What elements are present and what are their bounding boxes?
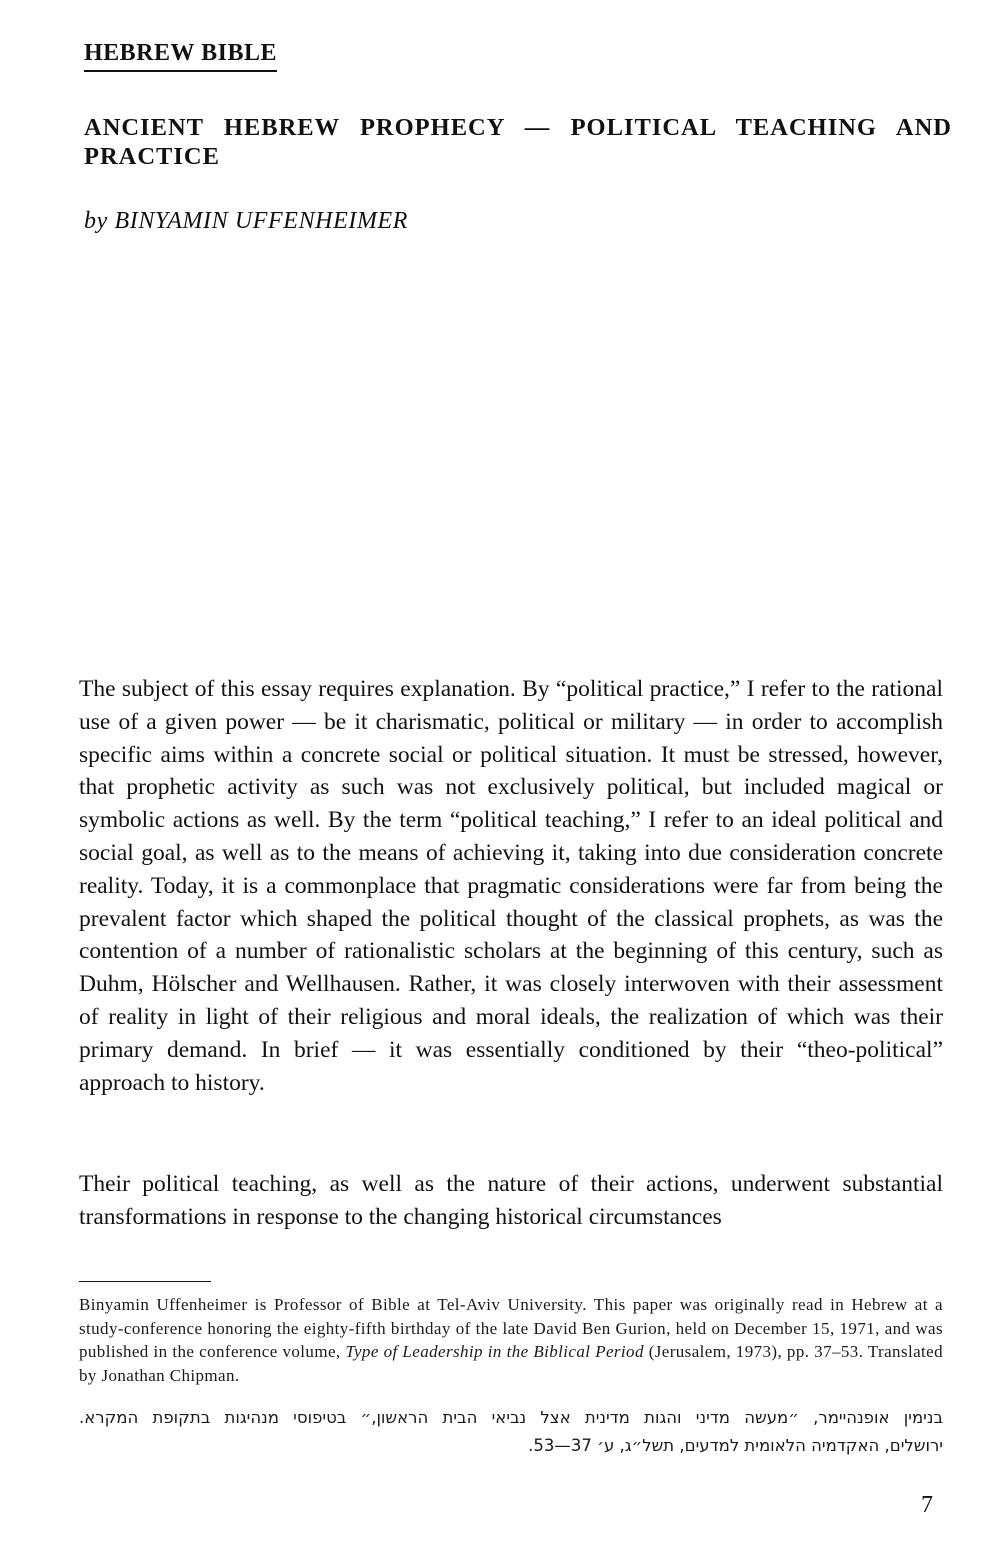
hebrew-citation-line-1: בנימין אופנהיימר, ״מעשה מדיני והגות מדינית אצל נביאי הבית הראשון,״ בטיפוסי מנהיגות בתקופת המקרא. — [79, 1408, 943, 1427]
author-name: BINYAMIN UFFENHEIMER — [114, 208, 409, 234]
section-label: HEBREW BIBLE — [84, 40, 277, 72]
footnote — [79, 1293, 943, 1387]
footnote-divider — [79, 1281, 211, 1282]
body-paragraph-1: The subject of this essay requires explanation. By “political practice,” I refer to the rational use of a given power — be it charismatic, political or military — in order to accomplish specific aims within a concrete social or political situation. It must be stressed, however, that prophetic activity as such was not exclusively political, but included magical or symbolic actions as well. By the term “political teaching,” I refer to an ideal political and social goal, as well as to the means of achieving it, taking into due consideration concrete reality. Today, it is a commonplace that pragmatic considerations were far from being the prevalent factor which shaped the political thought of the classical prophets, as was the contention of a number of rationalistic scholars at the beginning of this century, such as Duhm, Hölscher and Wellhausen. Rather, it was closely interwoven with their assessment of reality in light of their religious and moral ideals, the realization of which was their primary demand. In brief — it was essentially conditioned by their “theo-political” approach to history. — [79, 676, 943, 1096]
byline-prefix: by — [84, 208, 108, 234]
footnote-text-2: (Jerusalem, 1973), pp. 37–53. Translated by Jonathan Chipman. — [79, 1342, 943, 1385]
page-number: 7 — [921, 1492, 933, 1518]
hebrew-citation — [79, 1404, 943, 1460]
article-title: ANCIENT HEBREW PROPHECY — POLITICAL TEACHING AND PRACTICE — [84, 114, 952, 170]
hebrew-citation-line-2: ירושלים, האקדמיה הלאומית למדעים, תשל״ג, ע׳ 37—53. — [528, 1436, 943, 1455]
byline — [84, 208, 408, 235]
footnote-text-1: Binyamin Uffenheimer is Professor of Bible at Tel-Aviv University. This paper was originally read in Hebrew at a study-conference honoring the eighty-fifth birthday of the late David Ben Gurion, held on December 15, 1971, and was published in the conference volume, — [79, 1295, 943, 1361]
footnote-volume-title: Type of Leadership in the Biblical Period — [345, 1342, 644, 1361]
body-paragraph-2: Their political teaching, as well as the nature of their actions, underwent substantial transformations in response to the changing historical circumstances — [79, 1171, 943, 1230]
